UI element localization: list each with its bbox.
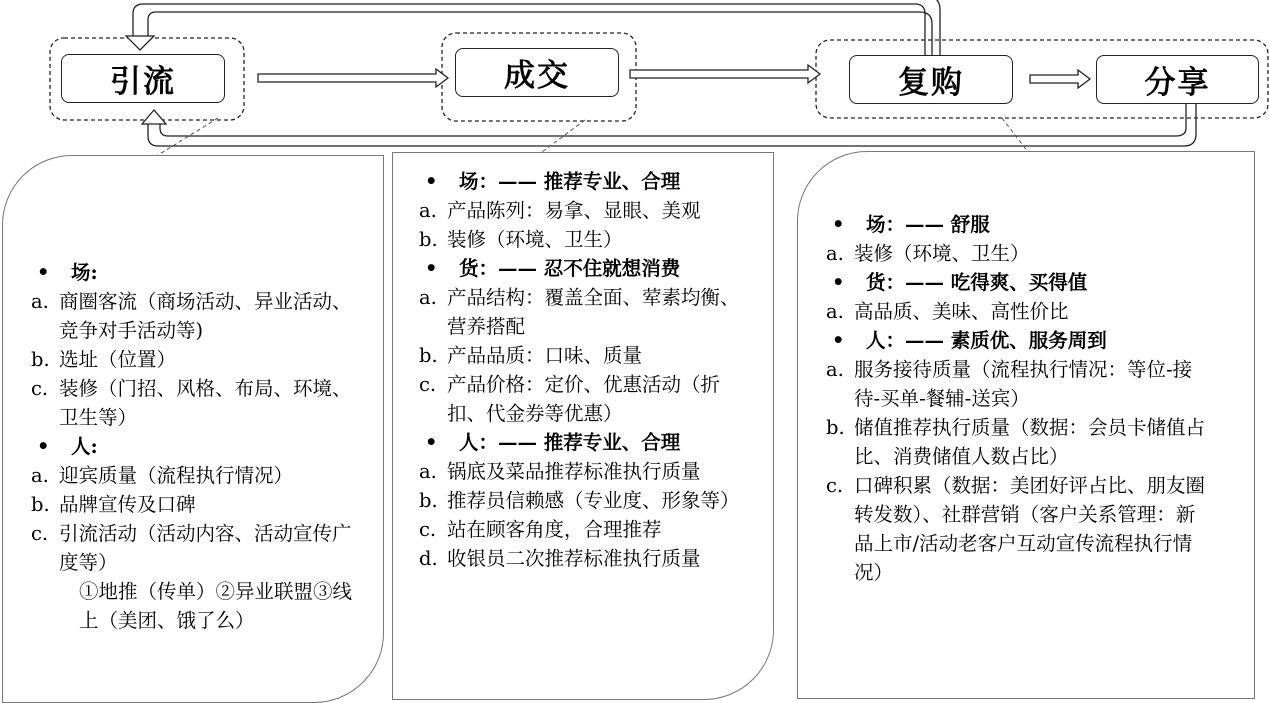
detail-item: [826, 355, 1214, 413]
item-marker: a.: [826, 300, 844, 323]
item-text: 收银员二次推荐标准执行质量: [447, 547, 701, 570]
item-marker: a.: [31, 464, 49, 487]
section-heading: [419, 428, 755, 457]
item-text: 品牌宣传及口碑: [59, 493, 196, 516]
arrow-deal-to-repurchase: [630, 65, 820, 83]
item-marker: b.: [419, 489, 438, 512]
repurchase-detail-panel: [797, 151, 1255, 699]
item-text: 迎宾质量（流程执行情况）: [59, 464, 294, 487]
item-marker: b.: [826, 416, 845, 439]
item-text: 场:: [71, 261, 98, 284]
item-marker: a.: [419, 199, 437, 222]
item-marker: b.: [31, 493, 50, 516]
bullet-icon: •: [832, 213, 845, 236]
detail-item: [419, 457, 755, 486]
item-text: 高品质、美味、高性价比: [854, 300, 1069, 323]
item-text: 选址（位置）: [59, 348, 177, 371]
detail-item: [419, 486, 755, 515]
detail-item: [826, 413, 1214, 471]
repurchase-detail-list: [826, 210, 1214, 587]
item-text: 场：—— 舒服: [866, 213, 990, 236]
item-marker: c.: [419, 373, 437, 396]
detail-item: [31, 374, 363, 432]
bullet-icon: •: [37, 435, 50, 458]
item-text: 装修（环境、卫生）: [447, 228, 623, 251]
item-text: 人：—— 素质优、服务周到: [866, 329, 1107, 352]
stage-deal: 成交: [455, 48, 619, 97]
traffic-detail-panel: [2, 155, 384, 703]
item-text: 口碑积累（数据：美团好评占比、朋友圈转发数）、社群营销（客户关系管理：新品上市/活动老客户互动宣传流程执行情况）: [854, 474, 1206, 584]
loop-bottom: [148, 104, 1196, 146]
item-marker: a.: [419, 460, 437, 483]
item-marker: a.: [31, 290, 49, 313]
item-marker: d.: [419, 547, 438, 570]
detail-item: [419, 341, 755, 370]
bullet-icon: •: [832, 271, 845, 294]
bullet-icon: •: [425, 257, 438, 280]
item-text: 人：—— 推荐专业、合理: [459, 431, 681, 454]
item-marker: b.: [31, 348, 50, 371]
detail-item: [419, 225, 755, 254]
item-marker: c.: [419, 518, 437, 541]
section-heading: [31, 258, 363, 287]
stage-repurchase: 复购: [849, 55, 1013, 104]
item-text: ①地推（传单）②异业联盟③线上（美团、饿了么）: [79, 580, 353, 632]
detail-item: [826, 471, 1214, 587]
item-marker: a.: [419, 286, 437, 309]
detail-item: [419, 370, 755, 428]
detail-continuation: [31, 577, 363, 635]
item-text: 引流活动（活动内容、活动宣传广度等）: [59, 522, 352, 574]
section-heading: [419, 254, 755, 283]
section-heading: [826, 268, 1214, 297]
bullet-icon: •: [425, 170, 438, 193]
item-marker: c.: [31, 377, 49, 400]
item-text: 人:: [71, 435, 98, 458]
item-text: 场：—— 推荐专业、合理: [459, 170, 681, 193]
detail-item: [31, 490, 363, 519]
section-heading: [826, 326, 1214, 355]
callout-repurchase: [1002, 118, 1028, 152]
loop-bottom-arrowhead: [142, 110, 166, 124]
detail-item: [31, 519, 363, 577]
loop-top-arrowhead: [126, 36, 154, 50]
item-marker: c.: [31, 522, 49, 545]
detail-item: [31, 345, 363, 374]
item-text: 储值推荐执行质量（数据：会员卡储值占比、消费储值人数占比）: [854, 416, 1206, 468]
bullet-icon: •: [425, 431, 438, 454]
stage-share: 分享: [1096, 55, 1259, 104]
item-text: 货：—— 吃得爽、买得值: [866, 271, 1088, 294]
item-text: 产品价格：定价、优惠活动（折扣、代金券等优惠）: [447, 373, 721, 425]
item-text: 产品品质：口味、质量: [447, 344, 643, 367]
item-marker: b.: [419, 344, 438, 367]
arrow-repurchase-to-share: [1030, 70, 1090, 88]
item-text: 产品结构：覆盖全面、荤素均衡、营养搭配: [447, 286, 740, 338]
item-marker: c.: [826, 474, 844, 497]
detail-item: [826, 297, 1214, 326]
item-text: 推荐员信赖感（专业度、形象等）: [447, 489, 740, 512]
item-text: 装修（门招、风格、布局、环境、卫生等）: [59, 377, 352, 429]
deal-detail-list: [419, 167, 755, 573]
item-text: 商圈客流（商场活动、异业活动、竞争对手活动等): [59, 290, 352, 342]
item-text: 站在顾客角度，合理推荐: [447, 518, 662, 541]
item-marker: b.: [419, 228, 438, 251]
item-marker: a.: [826, 242, 844, 265]
detail-item: [826, 239, 1214, 268]
detail-item: [419, 544, 755, 573]
section-heading: [826, 210, 1214, 239]
item-text: 装修（环境、卫生）: [854, 242, 1030, 265]
item-text: 产品陈列：易拿、显眼、美观: [447, 199, 701, 222]
section-heading: [419, 167, 755, 196]
stage-traffic: 引流: [61, 54, 225, 103]
detail-item: [419, 283, 755, 341]
section-heading: [31, 432, 363, 461]
item-text: 货：—— 忍不住就想消费: [459, 257, 681, 280]
traffic-detail-list: [31, 258, 363, 635]
detail-item: [419, 196, 755, 225]
detail-item: [31, 287, 363, 345]
deal-detail-panel: [392, 152, 774, 700]
arrow-traffic-to-deal: [258, 69, 448, 87]
item-marker: a.: [826, 358, 844, 381]
bullet-icon: •: [37, 261, 50, 284]
item-text: 锅底及菜品推荐标准执行质量: [447, 460, 701, 483]
detail-item: [419, 515, 755, 544]
detail-item: [31, 461, 363, 490]
item-text: 服务接待质量（流程执行情况：等位-接待-买单-餐辅-送宾）: [854, 358, 1193, 410]
bullet-icon: •: [832, 329, 845, 352]
